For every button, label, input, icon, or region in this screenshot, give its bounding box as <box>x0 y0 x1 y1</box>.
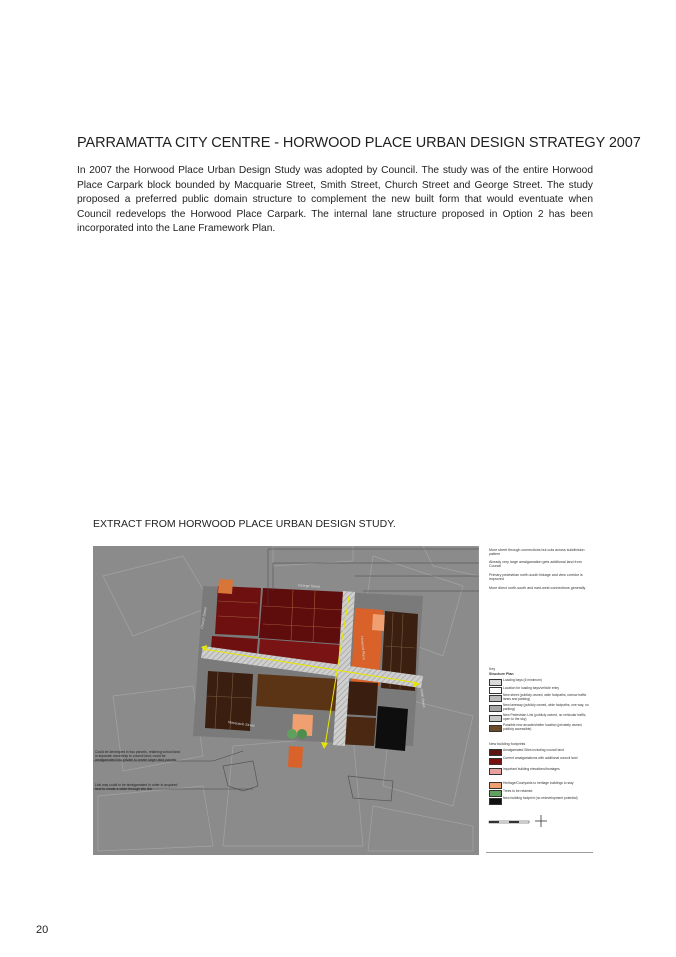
street-label-smith: Smith Street <box>419 688 426 708</box>
north-arrow-icon <box>534 814 548 828</box>
legend-item-label: Current amalgamations with additional council land <box>503 756 578 760</box>
figure-caption: EXTRACT FROM HORWOOD PLACE URBAN DESIGN STUDY. <box>93 518 396 530</box>
street-label-george: George Street <box>297 583 321 589</box>
map-note-1: Could be developed in two parcels, retaining school land in separate ownership to council land; could be amalgamated into private to create larger land parcels <box>95 750 180 762</box>
legend-swatch <box>489 790 502 797</box>
legend-swatch <box>489 679 502 686</box>
legend-structure-title: Structure Plan <box>489 672 514 676</box>
legend-item-label: New street (publicly owned, wide footpaths, narrow traffic lanes and parking) <box>503 693 587 701</box>
legend-item-label: New building footprint (no redevelopment potential) <box>503 796 578 800</box>
legend-item-label: Amalgamated Sites including council land <box>503 748 564 752</box>
street-label-horwood: Horwood Place <box>359 636 366 660</box>
intro-paragraph: In 2007 the Horwood Place Urban Design Study was adopted by Council. The study was of the entire Horwood Place Carpark block bounded by Macquarie Street, Smith Street, Church Street and George Street. The study proposed a preferred public domain structure to complement the new built form that would eventuate when Council redevelops the Horwood Place Carpark. The internal lane structure proposed in Option 2 has been incorporated into the Lane Framework Plan. <box>77 165 593 234</box>
legend-divider <box>486 852 593 853</box>
map-legend <box>486 546 593 855</box>
legend-item-label: New laneway (publicly owned, wide footpaths, one way, no parking) <box>503 703 589 711</box>
legend-item-label: Loading bays (6 minimum) <box>503 678 542 682</box>
legend-swatch <box>489 749 502 756</box>
street-label-church: Church Street <box>199 607 208 629</box>
legend-swatch <box>489 782 502 789</box>
legend-note: More street through connections but cuts across subdivision pattern <box>489 548 585 556</box>
page-number: 20 <box>36 924 49 936</box>
urban-design-figure <box>93 546 593 855</box>
legend-swatch <box>489 687 502 694</box>
legend-swatch <box>489 758 502 765</box>
legend-swatch <box>489 715 502 722</box>
legend-item-label: Trees to be retained <box>503 789 533 793</box>
map-note-2: Link way could to be amalgamated in order to acquired land to create a wider through site link <box>95 783 178 791</box>
legend-swatch <box>489 798 502 805</box>
legend-note: Primary pedestrian north-south linkage and view corridor is improved <box>489 573 583 581</box>
street-label-macquarie: Macquarie Street <box>227 720 255 728</box>
legend-key-label: Key <box>489 667 496 671</box>
legend-swatch <box>489 768 502 775</box>
legend-item-label: New Pedestrian Link (publicly owned, no vehicular traffic, open to the sky) <box>503 713 587 721</box>
legend-footprints-title: New building footprints <box>489 742 526 746</box>
legend-note: More direct north-south and east-west connections generally <box>489 586 586 590</box>
legend-swatch <box>489 695 502 702</box>
legend-swatch <box>489 725 502 732</box>
site-map <box>93 546 479 855</box>
legend-item-label: Heritage/Courtyards to heritage buildings to stay <box>503 781 574 785</box>
page-title: PARRAMATTA CITY CENTRE - HORWOOD PLACE URBAN DESIGN STRATEGY 2007 <box>77 135 641 151</box>
legend-item-label: Location for loading bays/vehicle entry <box>503 686 560 690</box>
legend-swatch <box>489 705 502 712</box>
legend-item-label: Possible new arcade/shelter location (privately owned, publicly accessible) <box>503 723 583 731</box>
legend-note: Already very large amalgamation gets additional land from Council <box>489 560 582 568</box>
legend-item-label: Important building elevations/frontages <box>503 767 560 771</box>
